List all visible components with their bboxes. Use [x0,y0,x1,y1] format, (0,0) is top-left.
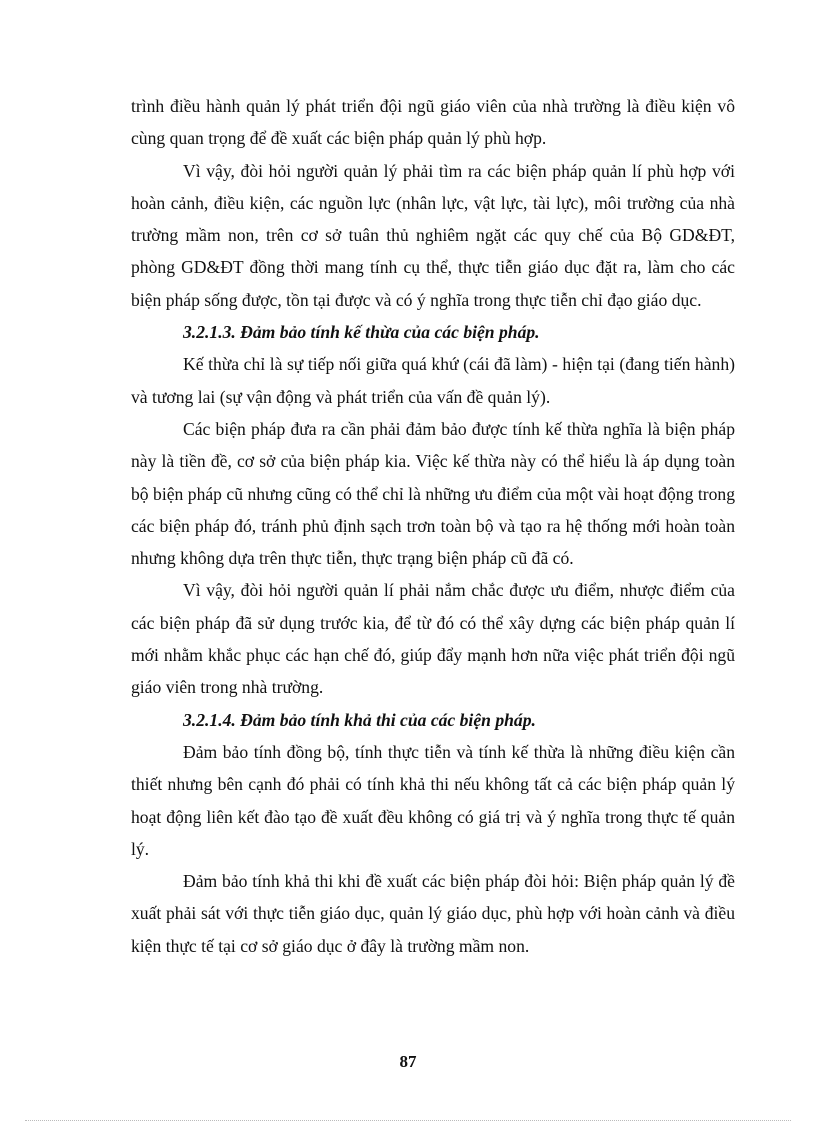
page-body [131,90,735,962]
paragraph-continuation: trình điều hành quản lý phát triển đội ngũ giáo viên của nhà trường là điều kiện vô cùng quan trọng để đề xuất các biện pháp quản lý phù hợp. [131,96,735,149]
paragraph: Đảm bảo tính đồng bộ, tính thực tiễn và tính kế thừa là những điều kiện cần thiết nhưng bên cạnh đó phải có tính khả thi nếu không tất cả các biện pháp quản lý hoạt động liên kết đào tạo đề xuất đều không có giá trị và ý nghĩa trong thực tế quản lý. [131,741,735,859]
paragraph: Vì vậy, đòi hỏi người quản lí phải nắm chắc được ưu điểm, nhược điểm của các biện pháp đã sử dụng trước kia, để từ đó có thể xây dựng các biện pháp quản lí mới nhằm khắc phục các hạn chế đó, giúp đẩy mạnh hơn nữa việc phát triển đội ngũ giáo viên trong nhà trường. [131,580,735,698]
paragraph: Các biện pháp đưa ra cần phải đảm bảo được tính kế thừa nghĩa là biện pháp này là tiền đề, cơ sở của biện pháp kia. Việc kế thừa này có thể hiểu là áp dụng toàn bộ biện pháp cũ nhưng cũng có thể chỉ là những ưu điểm của một vài hoạt động trong các biện pháp đó, tránh phủ định sạch trơn toàn bộ và tạo ra hệ thống mới hoàn toàn nhưng không dựa trên thực tiễn, thực trạng biện pháp cũ đã có. [131,418,735,569]
section-heading: 3.2.1.4. Đảm bảo tính khả thi của các biện pháp. [183,709,536,730]
paragraph: Đảm bảo tính khả thi khi đề xuất các biện pháp đòi hỏi: Biện pháp quản lý đề xuất phải sát với thực tiễn giáo dục, quản lý giáo dục, phù hợp với hoàn cảnh và điều kiện thực tế tại cơ sở giáo dục ở đây là trường mầm non. [131,871,735,956]
paragraph: Kế thừa chỉ là sự tiếp nối giữa quá khứ (cái đã làm) - hiện tại (đang tiến hành) và tương lai (sự vận động và phát triển của vấn đề quản lý). [131,354,735,407]
page-bottom-divider [25,1120,791,1121]
page-number: 87 [399,1052,417,1071]
section-heading: 3.2.1.3. Đảm bảo tính kế thừa của các biện pháp. [183,322,540,343]
paragraph: Vì vậy, đòi hỏi người quản lý phải tìm ra các biện pháp quản lí phù hợp với hoàn cảnh, điều kiện, các nguồn lực (nhân lực, vật lực, tài lực), môi trường của nhà trường mầm non, trên cơ sở tuân thủ nghiêm ngặt các quy chế của Bộ GD&ĐT, phòng GD&ĐT đồng thời mang tính cụ thể, thực tiễn giáo dục đặt ra, làm cho các biện pháp sống được, tồn tại được và có ý nghĩa trong thực tiễn chỉ đạo giáo dục. [131,160,735,310]
